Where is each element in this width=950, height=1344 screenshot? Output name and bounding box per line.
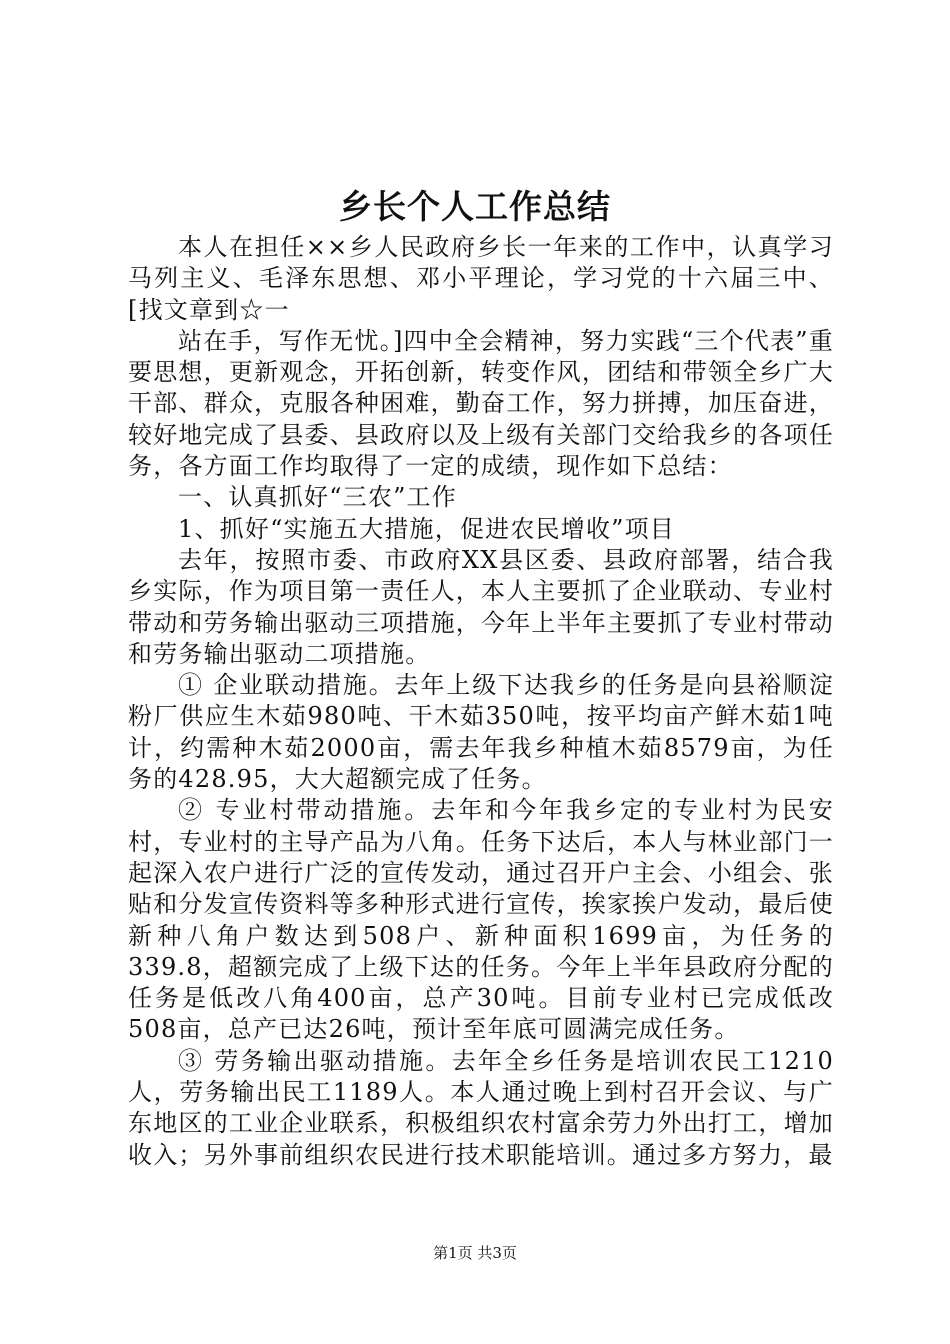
paragraph-enterprise-linkage: ① 企业联动措施。去年上级下达我乡的任务是向县裕顺淀粉厂供应生木茹980吨、干木茹350吨，按平均亩产鲜木茹1吨计，约需种木茹2000亩，需去年我乡种植木茹8579亩，为任务的428.95，大大超额完成了任务。 [128,671,834,794]
paragraph-intro-continued: 站在手，写作无忧。]四中全会精神，努力实践“三个代表”重要思想，更新观念，开拓创新，转变作风，团结和带领全乡广大干部、群众，克服各种困难，勤奋工作，努力拼搏，加压奋进，较好地完成了县委、县政府以及上级有关部门交给我乡的各项任务，各方面工作均取得了一定的成绩，现作如下总结： [128,326,834,481]
document-title: 乡长个人工作总结 [339,187,611,226]
paragraph-labor-export: ③ 劳务输出驱动措施。去年全乡任务是培训农民工1210人，劳务输出民工1189人。本人通过晚上到村召开会议、与广东地区的工业企业联系，积极组织农村富余劳力外出打工，增加收入；另外事前组织农民进行技术职能培训。通过多方努力，最 [128,1046,834,1169]
paragraph-last-year: 去年，按照市委、市政府XX县区委、县政府部署，结合我乡实际，作为项目第一责任人，本人主要抓了企业联动、专业村带动和劳务输出驱动三项措施，今年上半年主要抓了专业村带动和劳务输出驱动二项措施。 [128,545,834,668]
paragraph-specialized-village: ② 专业村带动措施。去年和今年我乡定的专业村为民安村，专业村的主导产品为八角。任务下达后，本人与林业部门一起深入农户进行广泛的宣传发动，通过召开户主会、小组会、张贴和分发宣传资料等多种形式进行宣传，挨家挨户发动，最后使新种八角户数达到508户、新种面积1699亩，为任务的339.8，超额完成了上级下达的任务。今年上半年县政府分配的任务是低改八角400亩，总产30吨。目前专业村已完成低改508亩，总产已达26吨，预计至年底可圆满完成任务。 [128,796,834,1044]
page-number-footer: 第1页 共3页 [433,1244,517,1262]
subsection-heading: 1、抓好“实施五大措施，促进农民增收”项目 [178,514,676,543]
paragraph-intro: 本人在担任××乡人民政府乡长一年来的工作中，认真学习马列主义、毛泽东思想、邓小平理论，学习党的十六届三中、[找文章到☆一 [128,233,834,324]
document-body [128,232,834,1171]
section-heading: 一、认真抓好“三农”工作 [178,483,457,512]
